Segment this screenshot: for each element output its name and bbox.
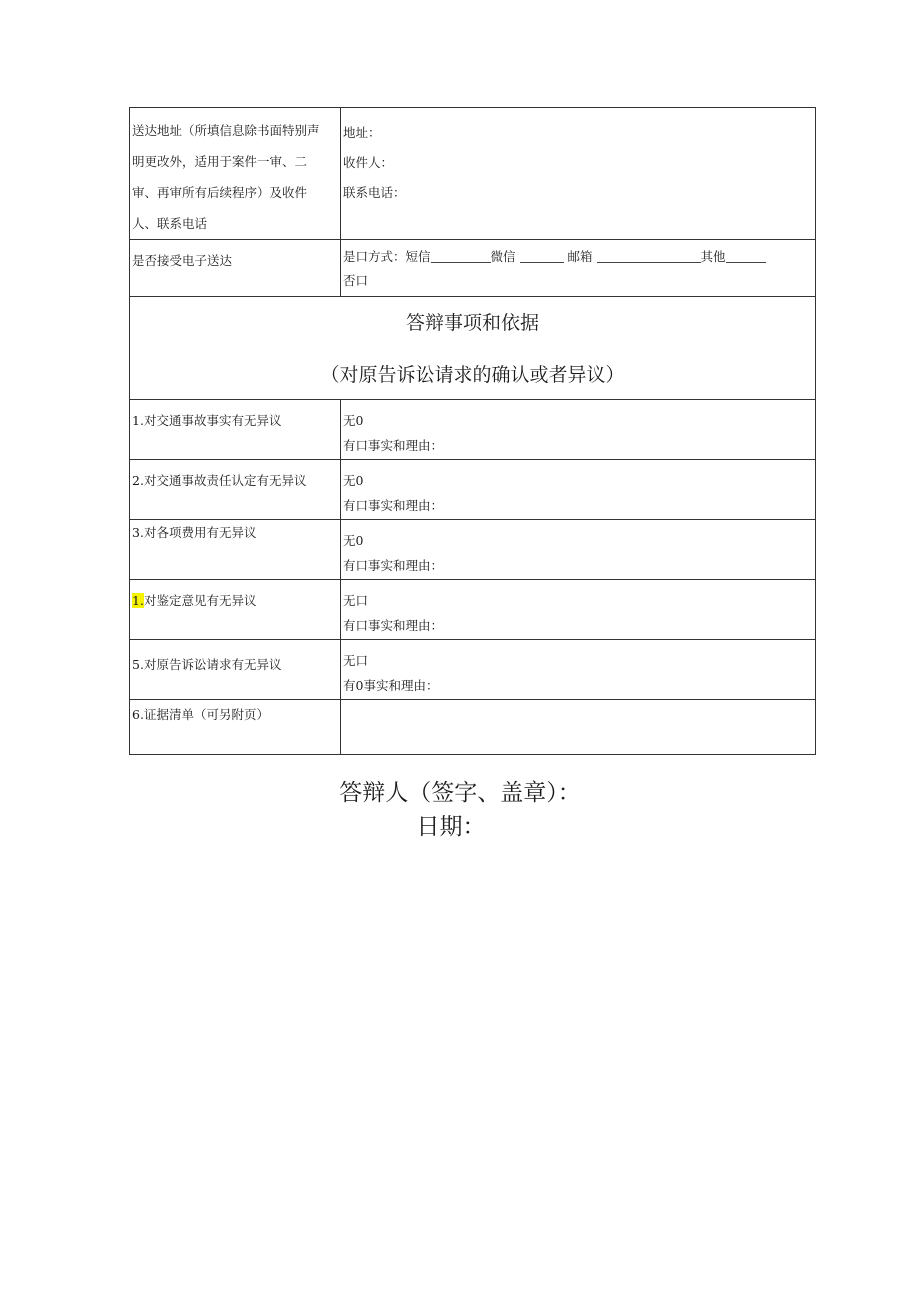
question-answer[interactable] bbox=[341, 640, 816, 700]
electronic-delivery-row bbox=[130, 240, 816, 297]
evidence-field[interactable] bbox=[341, 700, 816, 755]
question-answer[interactable] bbox=[341, 580, 816, 640]
delivery-label-line: 人、联系电话 bbox=[132, 216, 208, 231]
no-option[interactable]: 否口 bbox=[343, 273, 369, 288]
signature-date bbox=[0, 812, 920, 842]
question-number: 1. bbox=[132, 593, 144, 608]
electronic-delivery-label: 是否接受电子送达 bbox=[130, 240, 341, 297]
objection-reason-field[interactable]: 有口事实和理由： bbox=[343, 498, 444, 513]
question-number: 1. bbox=[132, 413, 144, 428]
evidence-text: 证据清单（可另附页） bbox=[143, 707, 269, 722]
no-objection-option[interactable]: 无0 bbox=[343, 533, 364, 548]
section-subtitle: （对原告诉讼请求的确认或者异议） bbox=[320, 364, 625, 386]
no-objection-option[interactable]: 无口 bbox=[343, 653, 369, 668]
question-number: 2. bbox=[132, 473, 144, 488]
question-text: 对原告诉讼请求有无异议 bbox=[143, 657, 282, 672]
question-row bbox=[130, 580, 816, 640]
question-answer[interactable] bbox=[341, 460, 816, 520]
signature-date-label: 日期： bbox=[416, 814, 486, 840]
recipient-field[interactable]: 收件人： bbox=[343, 155, 394, 170]
question-number: 5. bbox=[132, 657, 144, 672]
section-title: 答辩事项和依据 bbox=[405, 312, 539, 334]
yes-sms-option[interactable]: 是口方式：短信 bbox=[343, 249, 431, 264]
question-label bbox=[130, 640, 341, 700]
section-header bbox=[130, 297, 816, 400]
question-label bbox=[130, 520, 341, 580]
defense-form-table bbox=[129, 107, 816, 755]
evidence-number: 6. bbox=[132, 707, 144, 722]
question-answer[interactable] bbox=[341, 400, 816, 460]
delivery-label-line: 明更改外，适用于案件一审、二 bbox=[132, 154, 308, 169]
no-objection-option[interactable]: 无0 bbox=[343, 413, 364, 428]
question-row bbox=[130, 640, 816, 700]
objection-reason-field[interactable]: 有口事实和理由： bbox=[343, 438, 444, 453]
electronic-options-line bbox=[343, 242, 813, 272]
question-text: 对交通事故事实有无异议 bbox=[143, 413, 282, 428]
phone-field[interactable]: 联系电话： bbox=[343, 185, 406, 200]
question-answer[interactable] bbox=[341, 520, 816, 580]
question-text: 对鉴定意见有无异议 bbox=[143, 593, 257, 608]
question-label bbox=[130, 400, 341, 460]
delivery-address-label bbox=[130, 108, 341, 240]
email-option[interactable]: 邮箱 bbox=[567, 249, 593, 264]
objection-reason-field[interactable]: 有口事实和理由： bbox=[343, 618, 444, 633]
no-objection-option[interactable]: 无0 bbox=[343, 473, 364, 488]
question-row bbox=[130, 520, 816, 580]
other-option[interactable]: 其他 bbox=[700, 249, 726, 264]
evidence-row bbox=[130, 700, 816, 755]
question-row bbox=[130, 400, 816, 460]
email-blank[interactable] bbox=[597, 248, 701, 263]
delivery-label-line: 审、再审所有后续程序）及收件 bbox=[132, 185, 308, 200]
wechat-option[interactable]: 微信 bbox=[490, 249, 516, 264]
address-field[interactable]: 地址： bbox=[343, 125, 381, 140]
question-number: 3. bbox=[132, 525, 144, 540]
question-label bbox=[130, 580, 341, 640]
evidence-label bbox=[130, 700, 341, 755]
objection-reason-field[interactable]: 有0事实和理由： bbox=[343, 678, 439, 693]
objection-reason-field[interactable]: 有口事实和理由： bbox=[343, 558, 444, 573]
delivery-address-fields[interactable] bbox=[341, 108, 816, 240]
question-row bbox=[130, 460, 816, 520]
other-blank[interactable] bbox=[726, 248, 766, 263]
sms-blank[interactable] bbox=[431, 248, 491, 263]
electronic-delivery-options[interactable] bbox=[341, 240, 816, 297]
question-text: 对交通事故责任认定有无异议 bbox=[143, 473, 307, 488]
delivery-label-line: 送达地址（所填信息除书面特别声 bbox=[132, 123, 320, 138]
question-text: 对各项费用有无异议 bbox=[143, 525, 257, 540]
wechat-blank[interactable] bbox=[520, 248, 564, 263]
delivery-address-row bbox=[130, 108, 816, 240]
question-label bbox=[130, 460, 341, 520]
section-header-row bbox=[130, 297, 816, 400]
no-objection-option[interactable]: 无口 bbox=[343, 593, 369, 608]
respondent-signature: 答辩人（签字、盖章）： bbox=[339, 780, 581, 806]
